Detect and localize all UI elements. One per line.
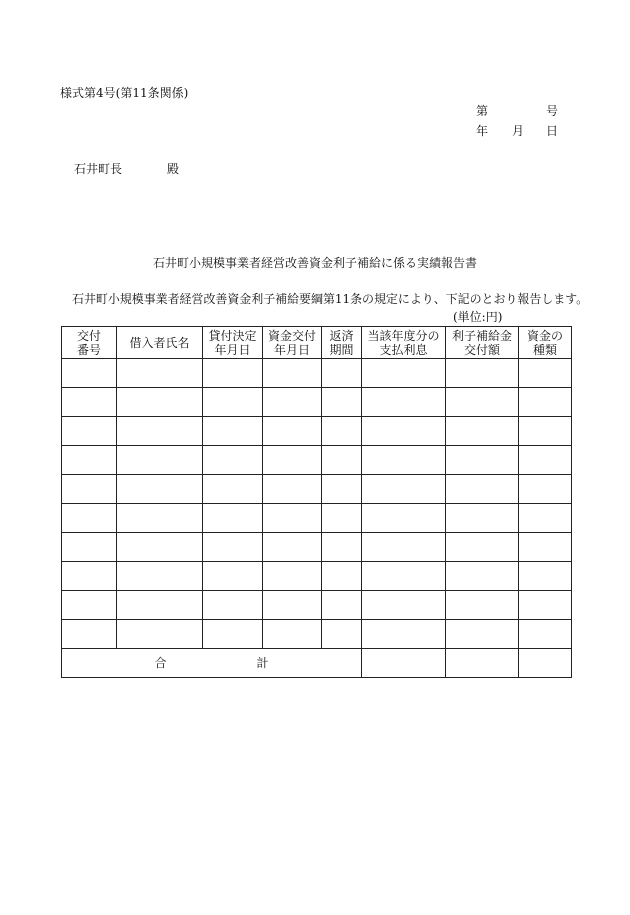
cell-grant-number[interactable] — [62, 591, 117, 620]
cell-borrower-name[interactable] — [117, 446, 203, 475]
cell-loan-decision-date[interactable] — [203, 591, 263, 620]
date-year-label: 年 — [476, 124, 489, 138]
cell-grant-number[interactable] — [62, 620, 117, 649]
cell-grant-number[interactable] — [62, 446, 117, 475]
cell-interest-paid[interactable] — [362, 475, 446, 504]
cell-fund-grant-date[interactable] — [263, 446, 322, 475]
cell-interest-paid[interactable] — [362, 504, 446, 533]
cell-subsidy-amount[interactable] — [446, 533, 519, 562]
cell-interest-paid[interactable] — [362, 620, 446, 649]
cell-repayment-period[interactable] — [322, 504, 362, 533]
header-subsidy-amount — [446, 327, 519, 359]
total-fund-type-cell[interactable] — [519, 649, 572, 678]
cell-loan-decision-date[interactable] — [203, 475, 263, 504]
cell-repayment-period[interactable] — [322, 475, 362, 504]
total-subsidy-cell[interactable] — [446, 649, 519, 678]
header-loan-decision-date-line: 年月日 — [214, 342, 251, 357]
table-row — [62, 417, 572, 446]
document-title: 石井町小規模事業者経営改善資金利子補給に係る実績報告書 — [152, 256, 477, 270]
table-body — [62, 359, 572, 649]
cell-fund-type[interactable] — [519, 417, 572, 446]
total-row — [62, 649, 572, 678]
cell-repayment-period[interactable] — [322, 359, 362, 388]
table-row — [62, 591, 572, 620]
addressee-title: 石井町長 — [74, 162, 123, 176]
cell-repayment-period[interactable] — [322, 591, 362, 620]
header-fund-grant-date-line: 資金交付 — [267, 328, 316, 343]
table-row — [62, 475, 572, 504]
header-interest-paid — [362, 327, 446, 359]
cell-loan-decision-date[interactable] — [203, 446, 263, 475]
cell-fund-grant-date[interactable] — [263, 591, 322, 620]
header-subsidy-amount-line: 利子補給金 — [451, 328, 512, 343]
cell-grant-number[interactable] — [62, 504, 117, 533]
cell-grant-number[interactable] — [62, 533, 117, 562]
cell-grant-number[interactable] — [62, 359, 117, 388]
cell-subsidy-amount[interactable] — [446, 359, 519, 388]
cell-fund-grant-date[interactable] — [263, 620, 322, 649]
cell-repayment-period[interactable] — [322, 446, 362, 475]
cell-grant-number[interactable] — [62, 417, 117, 446]
cell-interest-paid[interactable] — [362, 533, 446, 562]
cell-borrower-name[interactable] — [117, 417, 203, 446]
total-label-1: 合 — [154, 656, 167, 670]
cell-repayment-period[interactable] — [322, 562, 362, 591]
cell-subsidy-amount[interactable] — [446, 475, 519, 504]
header-fund-grant-date — [263, 327, 322, 359]
header-repayment-period-line: 返済 — [329, 328, 354, 343]
cell-subsidy-amount[interactable] — [446, 446, 519, 475]
table-row — [62, 504, 572, 533]
cell-repayment-period[interactable] — [322, 417, 362, 446]
cell-fund-type[interactable] — [519, 359, 572, 388]
cell-fund-type[interactable] — [519, 475, 572, 504]
cell-borrower-name[interactable] — [117, 388, 203, 417]
cell-borrower-name[interactable] — [117, 533, 203, 562]
cell-fund-grant-date[interactable] — [263, 562, 322, 591]
cell-grant-number[interactable] — [62, 562, 117, 591]
cell-fund-grant-date[interactable] — [263, 359, 322, 388]
cell-loan-decision-date[interactable] — [203, 359, 263, 388]
cell-loan-decision-date[interactable] — [203, 562, 263, 591]
cell-borrower-name[interactable] — [117, 562, 203, 591]
total-label-2: 計 — [256, 656, 269, 670]
date-month-label: 月 — [512, 124, 525, 138]
header-interest-paid-line: 当該年度分の — [367, 328, 440, 343]
cell-interest-paid[interactable] — [362, 417, 446, 446]
table-row — [62, 562, 572, 591]
cell-loan-decision-date[interactable] — [203, 388, 263, 417]
cell-grant-number[interactable] — [62, 388, 117, 417]
header-loan-decision-date-line: 貸付決定 — [208, 328, 257, 343]
cell-fund-grant-date[interactable] — [263, 504, 322, 533]
header-borrower-name — [117, 327, 203, 359]
header-interest-paid-line: 支払利息 — [379, 342, 428, 357]
cell-interest-paid[interactable] — [362, 562, 446, 591]
cell-subsidy-amount[interactable] — [446, 591, 519, 620]
cell-borrower-name[interactable] — [117, 504, 203, 533]
document-body: 石井町小規模事業者経営改善資金利子補給要綱第11条の規定により、下記のとおり報告します。 — [72, 292, 589, 306]
table-row — [62, 620, 572, 649]
header-grant-number — [62, 327, 117, 359]
cell-fund-type[interactable] — [519, 388, 572, 417]
date-day-label: 日 — [546, 124, 559, 138]
cell-interest-paid[interactable] — [362, 591, 446, 620]
total-label-cell — [62, 649, 362, 678]
cell-loan-decision-date[interactable] — [203, 620, 263, 649]
cell-fund-type[interactable] — [519, 446, 572, 475]
cell-borrower-name[interactable] — [117, 591, 203, 620]
cell-fund-grant-date[interactable] — [263, 475, 322, 504]
header-repayment-period — [322, 327, 362, 359]
cell-subsidy-amount[interactable] — [446, 417, 519, 446]
cell-interest-paid[interactable] — [362, 446, 446, 475]
header-fund-type-line: 資金の — [526, 328, 563, 343]
cell-fund-type[interactable] — [519, 562, 572, 591]
document-number-suffix: 号 — [546, 104, 559, 118]
table-header-row — [62, 327, 572, 359]
cell-subsidy-amount[interactable] — [446, 562, 519, 591]
cell-repayment-period[interactable] — [322, 533, 362, 562]
cell-fund-grant-date[interactable] — [263, 388, 322, 417]
cell-borrower-name[interactable] — [117, 475, 203, 504]
header-fund-grant-date-line: 年月日 — [273, 342, 310, 357]
cell-interest-paid[interactable] — [362, 359, 446, 388]
cell-interest-paid[interactable] — [362, 388, 446, 417]
cell-fund-type[interactable] — [519, 620, 572, 649]
cell-repayment-period[interactable] — [322, 388, 362, 417]
header-fund-type — [519, 327, 572, 359]
report-table — [61, 326, 572, 678]
header-subsidy-amount-line: 交付額 — [463, 342, 500, 357]
header-loan-decision-date — [203, 327, 263, 359]
header-grant-number-line: 交付 — [76, 328, 101, 343]
cell-fund-grant-date[interactable] — [263, 533, 322, 562]
cell-grant-number[interactable] — [62, 475, 117, 504]
header-borrower-name-line: 借入者氏名 — [129, 335, 190, 350]
table-row — [62, 388, 572, 417]
cell-loan-decision-date[interactable] — [203, 504, 263, 533]
cell-fund-type[interactable] — [519, 533, 572, 562]
cell-borrower-name[interactable] — [117, 620, 203, 649]
cell-loan-decision-date[interactable] — [203, 533, 263, 562]
cell-subsidy-amount[interactable] — [446, 504, 519, 533]
header-repayment-period-line: 期間 — [329, 342, 354, 357]
cell-subsidy-amount[interactable] — [446, 620, 519, 649]
total-interest-cell[interactable] — [362, 649, 446, 678]
cell-fund-type[interactable] — [519, 591, 572, 620]
table-row — [62, 533, 572, 562]
table-row — [62, 359, 572, 388]
cell-fund-type[interactable] — [519, 504, 572, 533]
document-number-prefix: 第 — [476, 104, 489, 118]
header-fund-type-line: 種類 — [532, 342, 557, 357]
header-grant-number-line: 番号 — [76, 342, 101, 357]
addressee-honorific: 殿 — [167, 162, 180, 176]
cell-fund-grant-date[interactable] — [263, 417, 322, 446]
table-row — [62, 446, 572, 475]
cell-loan-decision-date[interactable] — [203, 417, 263, 446]
cell-subsidy-amount[interactable] — [446, 388, 519, 417]
cell-borrower-name[interactable] — [117, 359, 203, 388]
form-number-label: 様式第4号(第11条関係) — [60, 86, 189, 100]
unit-label: (単位:円) — [453, 310, 503, 324]
cell-repayment-period[interactable] — [322, 620, 362, 649]
